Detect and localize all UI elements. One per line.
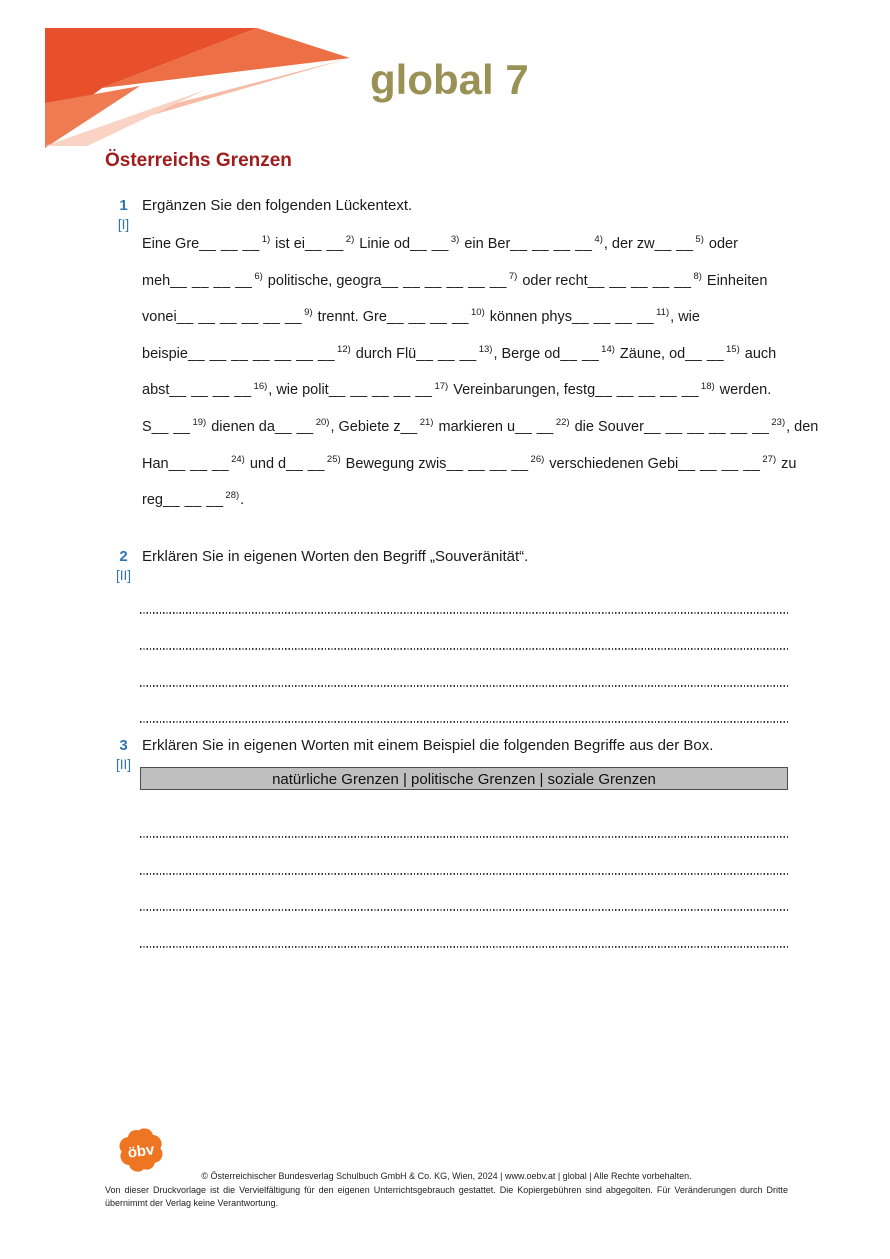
gap-text-segment: meh (142, 272, 171, 289)
task-2 (105, 547, 795, 723)
gap-text-segment: S (142, 418, 152, 435)
gap-footnote-number: 1) (261, 234, 271, 246)
answer-line[interactable] (140, 838, 790, 875)
gap-text-segment: politische, geogra (263, 272, 382, 289)
gap-text-segment: ist ei (271, 236, 305, 252)
gap-text-segment: Zäune, od (615, 345, 686, 362)
task-3-answer-lines (140, 802, 790, 948)
gap-footnote-number: 2) (345, 234, 355, 246)
gap-text-segment: Bewegung zwis (341, 455, 447, 472)
gap-text-segment: abst (142, 382, 170, 399)
gap-blank[interactable]: __ __ (286, 455, 325, 472)
gap-text-segment: beispie (142, 345, 188, 362)
answer-line[interactable] (140, 650, 790, 687)
gap-blank[interactable]: __ __ __ __ __ __ (381, 272, 507, 289)
gap-text-line (142, 446, 795, 483)
task-number: 1 (119, 197, 128, 214)
gap-blank[interactable]: __ __ __ __ (386, 309, 469, 326)
gap-blank[interactable]: __ __ __ __ (169, 382, 252, 399)
gap-text-segment: auch (740, 345, 777, 362)
gap-text (142, 226, 819, 519)
gap-blank[interactable]: __ __ (685, 345, 725, 362)
gap-text-segment: werden. (715, 382, 772, 399)
answer-line[interactable] (140, 577, 790, 614)
gap-text-segment: verschiedenen Gebi (545, 455, 679, 472)
gap-blank[interactable]: __ __ __ __ __ (595, 382, 699, 399)
term-box: natürliche Grenzen | politische Grenzen | soziale Grenzen (140, 767, 788, 790)
task-2-answer-lines (140, 577, 790, 723)
gap-footnote-number: 22) (555, 417, 570, 429)
gap-blank[interactable]: __ (400, 418, 418, 435)
gap-text-segment: oder recht (518, 272, 588, 289)
gap-blank[interactable]: __ __ __ __ (170, 272, 253, 289)
gap-blank[interactable]: __ __ __ __ __ __ __ (187, 345, 336, 362)
gap-footnote-number: 23) (771, 417, 786, 429)
gap-footnote-number: 26) (530, 453, 545, 465)
gap-text-segment: Vereinbarungen, festg (449, 382, 596, 399)
task-level-badge: [II] (115, 568, 131, 583)
task-3 (105, 736, 795, 948)
gap-blank[interactable]: __ __ (274, 418, 314, 435)
gap-blank[interactable]: __ __ __ __ __ (328, 382, 433, 399)
gap-text-segment: . (240, 492, 245, 509)
gap-footnote-number: 27) (762, 453, 777, 465)
task-2-marker (105, 547, 142, 585)
gap-text-segment: trennt. Gre (313, 309, 387, 326)
obv-logo-text: öbv (126, 1141, 156, 1162)
gap-text-segment: vonei (142, 309, 177, 326)
obv-logo-icon (112, 1126, 170, 1176)
gap-blank[interactable]: __ __ __ (162, 492, 224, 509)
gap-text-segment: durch Flü (351, 345, 417, 362)
gap-blank[interactable]: __ __ __ __ (510, 236, 593, 252)
gap-footnote-number: 19) (192, 417, 207, 429)
page-title: Österreichs Grenzen (105, 150, 292, 171)
gap-footnote-number: 9) (304, 307, 313, 319)
task-3-instruction: Erklären Sie in eigenen Worten mit einem Beispiel die folgenden Begriffe aus der Box. (142, 737, 714, 754)
gap-footnote-number: 21) (419, 417, 434, 429)
gap-footnote-number: 16) (253, 380, 268, 392)
gap-text-segment: Einheiten (702, 272, 768, 289)
gap-footnote-number: 14) (601, 343, 615, 355)
task-2-instruction: Erklären Sie in eigenen Worten den Begriff „Souveränität“. (142, 548, 529, 565)
footer-copyright: © Österreichischer Bundesverlag Schulbuch GmbH & Co. KG, Wien, 2024 | www.oebv.at | global | Alle Rechte vorbehalten. (201, 1171, 692, 1181)
gap-text-segment: können phys (485, 309, 572, 326)
gap-text-segment: , Berge od (493, 345, 561, 362)
gap-text-segment: markieren u (434, 418, 516, 435)
gap-text-segment: Eine Gre (142, 236, 200, 252)
gap-blank[interactable]: __ __ __ __ __ __ (176, 309, 303, 326)
gap-text-segment: und d (245, 455, 287, 472)
gap-text-segment: reg (142, 492, 163, 509)
gap-blank[interactable]: __ __ __ __ (678, 455, 761, 472)
task-level-badge: [II] (115, 757, 131, 772)
gap-text-line (142, 409, 819, 446)
gap-blank[interactable]: __ __ __ __ (446, 455, 529, 472)
gap-text-segment: zu (777, 455, 797, 472)
gap-blank[interactable]: __ __ (560, 345, 600, 362)
header-triangle-graphic (45, 28, 350, 150)
task-level-badge: [I] (117, 217, 130, 232)
gap-text-line (142, 226, 795, 263)
gap-text-segment: Han (142, 455, 169, 472)
task-1 (105, 196, 819, 519)
gap-text-segment: , der zw (603, 236, 655, 252)
gap-text-line (142, 263, 795, 300)
answer-line[interactable] (140, 875, 790, 912)
gap-text-segment: die Souver (570, 418, 644, 435)
gap-text-line (142, 336, 795, 373)
gap-blank[interactable]: __ __ (515, 418, 554, 435)
gap-footnote-number: 7) (508, 270, 518, 282)
answer-line[interactable] (140, 687, 790, 724)
gap-blank[interactable]: __ __ __ __ (572, 309, 655, 326)
gap-text-segment: ein Ber (460, 236, 511, 252)
gap-blank[interactable]: __ __ (151, 418, 191, 435)
gap-blank[interactable]: __ __ __ (199, 236, 260, 252)
gap-footnote-number: 25) (326, 453, 341, 465)
gap-text-segment: , den (786, 418, 819, 435)
gap-footnote-number: 24) (231, 453, 245, 465)
answer-line[interactable] (140, 614, 790, 651)
gap-blank[interactable]: __ __ (410, 236, 449, 252)
gap-blank[interactable]: __ __ __ (168, 455, 230, 472)
gap-text-line (142, 372, 795, 409)
gap-footnote-number: 4) (594, 234, 603, 246)
gap-blank[interactable]: __ __ __ (416, 345, 477, 362)
gap-text-segment: oder (704, 236, 738, 252)
gap-footnote-number: 6) (254, 270, 263, 282)
task-1-instruction: Ergänzen Sie den folgenden Lückentext. (142, 197, 413, 214)
series-title: global 7 (370, 56, 529, 103)
gap-blank[interactable]: __ __ __ __ __ (587, 272, 692, 289)
gap-footnote-number: 20) (315, 417, 330, 429)
answer-line[interactable] (140, 802, 790, 839)
gap-footnote-number: 17) (434, 380, 449, 392)
gap-text-segment: Linie od (355, 236, 411, 252)
gap-footnote-number: 13) (478, 343, 493, 355)
gap-footnote-number: 10) (471, 307, 485, 319)
gap-text-segment: , wie polit (268, 382, 329, 399)
gap-text-segment: dienen da (207, 418, 275, 435)
task-number: 3 (119, 737, 128, 754)
gap-footnote-number: 12) (337, 343, 351, 355)
gap-footnote-number: 8) (693, 270, 702, 282)
footer-legal-note: Von dieser Druckvorlage ist die Vervielfältigung für den eigenen Unterrichtsgebrauch gestattet. Die Kopiergebühren sind abgegolten. Für Veränderungen durch Dritte übernimmt der Verlag keine Verantwortung. (105, 1185, 788, 1208)
gap-blank[interactable]: __ __ (654, 236, 694, 252)
task-number: 2 (119, 548, 128, 565)
gap-blank[interactable]: __ __ (304, 236, 344, 252)
gap-blank[interactable]: __ __ __ __ __ __ (643, 418, 770, 435)
gap-footnote-number: 5) (695, 234, 704, 246)
gap-footnote-number: 28) (225, 490, 240, 502)
gap-footnote-number: 3) (450, 234, 460, 246)
task-3-marker (105, 736, 142, 774)
gap-text-line (142, 482, 795, 519)
gap-footnote-number: 11) (656, 307, 670, 319)
gap-footnote-number: 18) (700, 380, 715, 392)
answer-line[interactable] (140, 911, 790, 948)
gap-text-segment: , Gebiete z (330, 418, 401, 435)
gap-text-segment: , wie (670, 309, 700, 326)
gap-text-line (142, 299, 795, 336)
task-1-marker (105, 196, 142, 234)
gap-footnote-number: 15) (726, 343, 740, 355)
